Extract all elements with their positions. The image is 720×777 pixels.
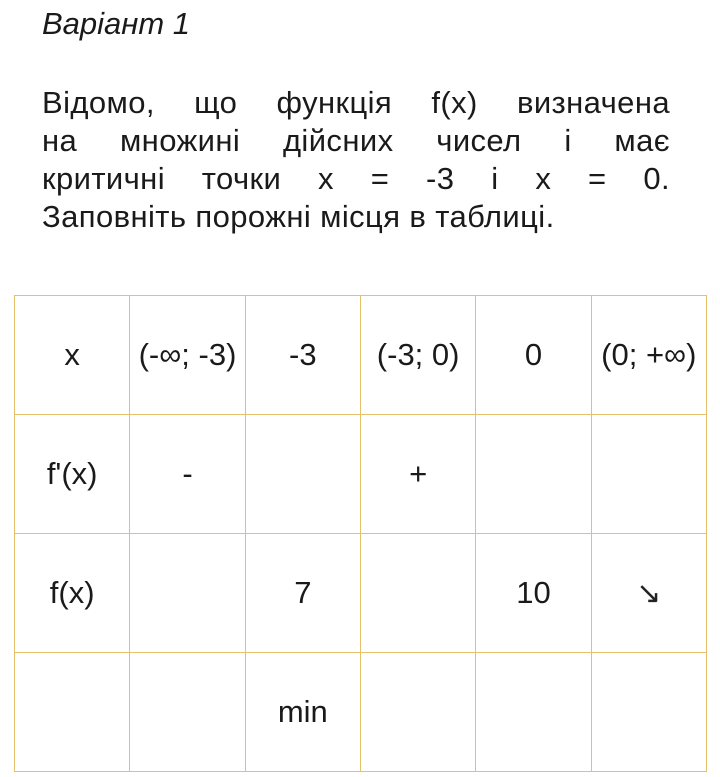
cell-point-neg3: -3	[245, 296, 360, 415]
cell-derivative-sign-3: +	[360, 415, 475, 534]
sign-table	[14, 295, 707, 772]
table-row-extremum	[15, 653, 707, 772]
variant-heading: Варіант 1	[42, 6, 191, 41]
cell-derivative-sign-2	[245, 415, 360, 534]
cell-extremum-label	[15, 653, 130, 772]
arrow-down-right-icon: ↘	[636, 577, 662, 610]
cell-extremum-3	[360, 653, 475, 772]
task-statement	[42, 84, 670, 236]
table-row-function	[15, 534, 707, 653]
cell-function-value-5	[591, 534, 706, 653]
task-line: Відомо, що функція f(x) визначена	[42, 85, 670, 120]
cell-extremum-5	[591, 653, 706, 772]
cell-point-0: 0	[476, 296, 591, 415]
cell-function-value-2: 7	[245, 534, 360, 653]
cell-function-value-3	[360, 534, 475, 653]
cell-extremum-2: min	[245, 653, 360, 772]
cell-function-value-1	[130, 534, 245, 653]
task-line: критичні точки x = -3 і x = 0.	[42, 161, 670, 196]
cell-derivative-sign-5	[591, 415, 706, 534]
task-line: Заповніть порожні місця в таблиці.	[42, 199, 555, 234]
cell-function-label: f(x)	[15, 534, 130, 653]
cell-extremum-4	[476, 653, 591, 772]
cell-interval-0-pos-inf: (0; +∞)	[591, 296, 706, 415]
cell-interval-neg-inf-neg3: (-∞; -3)	[130, 296, 245, 415]
cell-extremum-1	[130, 653, 245, 772]
table-row-x	[15, 296, 707, 415]
cell-derivative-label: f'(x)	[15, 415, 130, 534]
cell-derivative-sign-4	[476, 415, 591, 534]
cell-interval-neg3-0: (-3; 0)	[360, 296, 475, 415]
cell-derivative-sign-1: -	[130, 415, 245, 534]
task-line: на множині дійсних чисел і має	[42, 123, 670, 158]
table-row-derivative	[15, 415, 707, 534]
cell-function-value-4: 10	[476, 534, 591, 653]
cell-x-label: x	[15, 296, 130, 415]
